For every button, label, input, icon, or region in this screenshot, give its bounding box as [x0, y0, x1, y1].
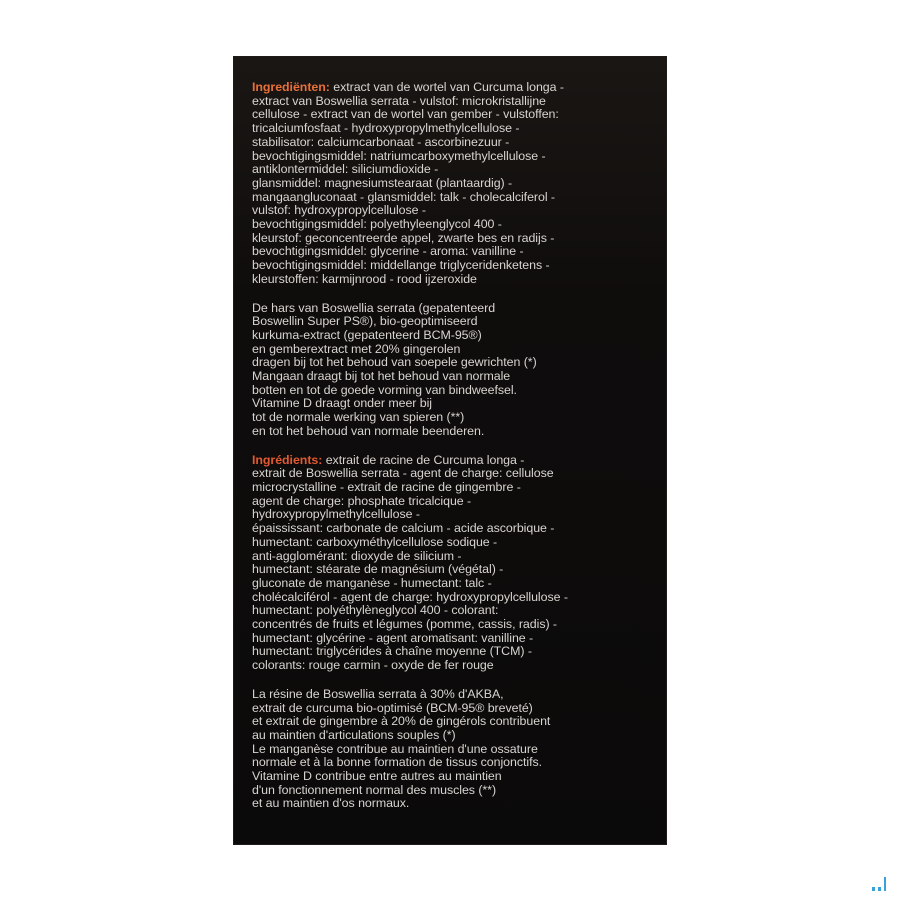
watermark-bar — [878, 887, 881, 891]
fr-ingredients-line: extrait de racine de Curcuma longa - — [325, 452, 525, 467]
nl-claims-line: kurkuma-extract (gepatenteerd BCM-95®) — [252, 327, 482, 342]
fr-claims-line: Vitamine D contribue entre autres au maintien — [252, 769, 502, 784]
nl-ingredients-first-line — [252, 81, 657, 95]
nl-claims-block — [252, 302, 657, 439]
label-text-content — [252, 81, 657, 811]
fr-claims-block — [252, 688, 657, 811]
nl-claims-line: en gemberextract met 20% gingerolen — [252, 341, 461, 356]
fr-ingredients-line: cholécalciférol - agent de charge: hydroxypropylcellulose - — [252, 589, 568, 604]
nl-ingredients-line: extract van de wortel van Curcuma longa - — [333, 80, 564, 94]
watermark-bar — [872, 887, 875, 891]
fr-ingredients-line: humectant: glycérine - agent aromatisant: vanilline - — [252, 630, 534, 645]
nl-claims-line: tot de normale werking van spieren (**) — [252, 410, 465, 425]
nl-ingredients-line: cellulose - extract van de wortel van gember - vulstoffen: — [252, 107, 559, 122]
nl-ingredients-line: bevochtigingsmiddel: middellange triglyceridenketens - — [252, 258, 550, 273]
fr-ingredients-line: anti-agglomérant: dioxyde de silicium - — [252, 548, 462, 563]
nl-ingredients-line: extract van Boswellia serrata - vulstof: microkristallijne — [252, 93, 546, 108]
nl-ingredients-line: mangaangluconaat - glansmiddel: talk - cholecalciferol - — [252, 189, 555, 204]
fr-ingredients-line: épaississant: carbonate de calcium - acide ascorbique - — [252, 521, 555, 536]
nl-claims-line: dragen bij tot het behoud van soepele gewrichten (*) — [252, 355, 537, 370]
fr-claims-line: La résine de Boswellia serrata à 30% d'AKBA, — [252, 686, 504, 701]
fr-ingredients-line: gluconate de manganèse - humectant: talc - — [252, 575, 492, 590]
nl-claims-line: en tot het behoud van normale beenderen. — [252, 423, 485, 438]
nl-ingredients-line: tricalciumfosfaat - hydroxypropylmethylcellulose - — [252, 121, 520, 136]
nl-ingredients-line: bevochtigingsmiddel: glycerine - aroma: vanilline - — [252, 244, 524, 259]
ingredients-label-panel — [233, 56, 667, 845]
nl-ingredients-line: kleurstoffen: karmijnrood - rood ijzeroxide — [252, 271, 477, 286]
fr-claims-line: normale et à la bonne formation de tissus conjonctifs. — [252, 755, 543, 770]
watermark-bars-icon — [872, 877, 886, 891]
fr-ingredients-first-line — [252, 454, 657, 468]
fr-ingredients-line: humectant: stéarate de magnésium (végétal) - — [252, 562, 504, 577]
fr-ingredients-line: extrait de Boswellia serrata - agent de charge: cellulose — [252, 466, 554, 481]
fr-ingredients-heading: Ingrédients: — [252, 452, 323, 467]
fr-claims-line: Le manganèse contribue au maintien d'une ossature — [252, 741, 538, 756]
nl-claims-line: botten en tot de goede vorming van bindweefsel. — [252, 382, 517, 397]
fr-ingredients-line: agent de charge: phosphate tricalcique - — [252, 493, 472, 508]
nl-ingredients-block — [252, 81, 657, 287]
fr-ingredients-line: colorants: rouge carmin - oxyde de fer rouge — [252, 658, 494, 673]
fr-ingredients-line: humectant: polyéthylèneglycol 400 - colorant: — [252, 603, 499, 618]
nl-ingredients-line: stabilisator: calciumcarbonaat - ascorbinezuur - — [252, 134, 510, 149]
nl-ingredients-line: antiklontermiddel: siliciumdioxide - — [252, 162, 439, 177]
nl-ingredients-heading: Ingrediënten: — [252, 80, 330, 94]
fr-claims-line: d'un fonctionnement normal des muscles (**) — [252, 782, 497, 797]
fr-ingredients-line: humectant: carboxyméthylcellulose sodique - — [252, 534, 498, 549]
nl-claims-line: Mangaan draagt bij tot het behoud van normale — [252, 369, 511, 384]
nl-ingredients-line: bevochtigingsmiddel: natriumcarboxymethylcellulose - — [252, 148, 546, 163]
section-spacer — [252, 439, 657, 454]
fr-claims-line: et extrait de gingembre à 20% de gingérols contribuent — [252, 714, 551, 729]
section-spacer — [252, 287, 657, 302]
fr-claims-line: extrait de curcuma bio-optimisé (BCM-95® breveté) — [252, 700, 533, 715]
fr-claims-line: au maintien d'articulations souples (*) — [252, 727, 456, 742]
fr-ingredients-line: hydroxypropylmethylcellulose - — [252, 507, 420, 522]
fr-ingredients-block — [252, 454, 657, 673]
fr-ingredients-line: humectant: triglycérides à chaîne moyenne (TCM) - — [252, 644, 532, 659]
fr-ingredients-line: concentrés de fruits et légumes (pomme, cassis, radis) - — [252, 617, 558, 632]
watermark-bar — [884, 877, 886, 891]
nl-ingredients-line: glansmiddel: magnesiumstearaat (plantaardig) - — [252, 175, 513, 190]
nl-claims-line: De hars van Boswellia serrata (gepatenteerd — [252, 300, 496, 315]
nl-ingredients-line: bevochtigingsmiddel: polyethyleenglycol 400 - — [252, 217, 502, 232]
nl-claims-line: Boswellin Super PS®), bio-geoptimiseerd — [252, 314, 478, 329]
nl-claims-line: Vitamine D draagt onder meer bij — [252, 396, 432, 411]
nl-ingredients-line: vulstof: hydroxypropylcellulose - — [252, 203, 426, 218]
fr-ingredients-line: microcrystalline - extrait de racine de gingembre - — [252, 479, 521, 494]
fr-claims-line: et au maintien d'os normaux. — [252, 796, 410, 811]
section-spacer — [252, 673, 657, 688]
nl-ingredients-line: kleurstof: geconcentreerde appel, zwarte bes en radijs - — [252, 230, 555, 245]
